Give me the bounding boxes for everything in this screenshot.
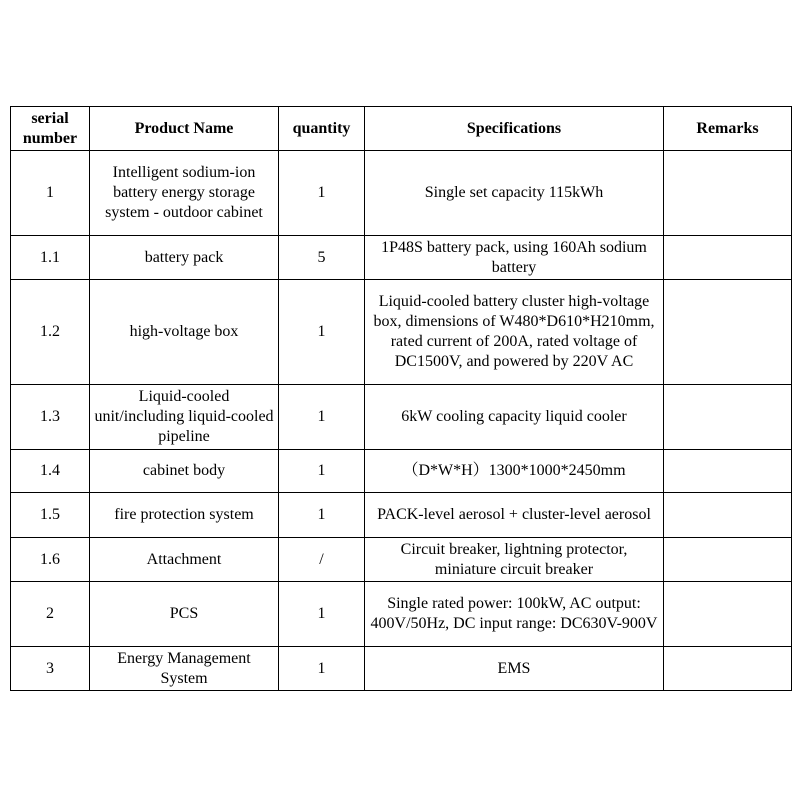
cell-product-name: battery pack [90,236,279,280]
cell-remarks [664,385,792,450]
cell-product-name: Attachment [90,538,279,582]
table-header-row [11,107,792,151]
cell-serial: 1.6 [11,538,90,582]
cell-remarks [664,450,792,493]
cell-product-name: high-voltage box [90,280,279,385]
table-row [11,280,792,385]
cell-serial: 3 [11,647,90,691]
product-spec-table [10,106,792,691]
cell-quantity: 1 [279,647,365,691]
table-row [11,493,792,538]
cell-remarks [664,647,792,691]
table-row [11,647,792,691]
table-row [11,538,792,582]
cell-serial: 1 [11,151,90,236]
cell-quantity: 1 [279,493,365,538]
cell-product-name: cabinet body [90,450,279,493]
cell-product-name: Energy Management System [90,647,279,691]
cell-specifications: Single set capacity 115kWh [365,151,664,236]
cell-quantity: 1 [279,280,365,385]
table-row [11,385,792,450]
table-row [11,236,792,280]
cell-remarks [664,538,792,582]
cell-serial: 1.2 [11,280,90,385]
cell-product-name: Intelligent sodium-ion battery energy storage system - outdoor cabinet [90,151,279,236]
header-product-name: Product Name [90,107,279,151]
cell-serial: 2 [11,582,90,647]
table-row [11,151,792,236]
cell-remarks [664,236,792,280]
cell-specifications: PACK-level aerosol + cluster-level aerosol [365,493,664,538]
cell-remarks [664,582,792,647]
cell-serial: 1.3 [11,385,90,450]
header-quantity: quantity [279,107,365,151]
cell-specifications: （D*W*H）1300*1000*2450mm [365,450,664,493]
cell-specifications: 1P48S battery pack, using 160Ah sodium battery [365,236,664,280]
cell-quantity: 1 [279,582,365,647]
cell-quantity: 5 [279,236,365,280]
cell-specifications: Circuit breaker, lightning protector, miniature circuit breaker [365,538,664,582]
cell-quantity: 1 [279,450,365,493]
header-remarks: Remarks [664,107,792,151]
cell-quantity: 1 [279,151,365,236]
cell-specifications: Single rated power: 100kW, AC output: 400V/50Hz, DC input range: DC630V-900V [365,582,664,647]
table-row [11,450,792,493]
cell-remarks [664,493,792,538]
table-row [11,582,792,647]
header-specifications: Specifications [365,107,664,151]
cell-specifications: EMS [365,647,664,691]
cell-product-name: PCS [90,582,279,647]
cell-serial: 1.4 [11,450,90,493]
cell-serial: 1.1 [11,236,90,280]
cell-remarks [664,280,792,385]
header-serial-number: serial number [11,107,90,151]
cell-specifications: 6kW cooling capacity liquid cooler [365,385,664,450]
cell-quantity: / [279,538,365,582]
cell-specifications: Liquid-cooled battery cluster high-voltage box, dimensions of W480*D610*H210mm, rated current of 200A, rated voltage of DC1500V, and powered by 220V AC [365,280,664,385]
cell-quantity: 1 [279,385,365,450]
cell-serial: 1.5 [11,493,90,538]
cell-remarks [664,151,792,236]
cell-product-name: fire protection system [90,493,279,538]
cell-product-name: Liquid-cooled unit/including liquid-cooled pipeline [90,385,279,450]
